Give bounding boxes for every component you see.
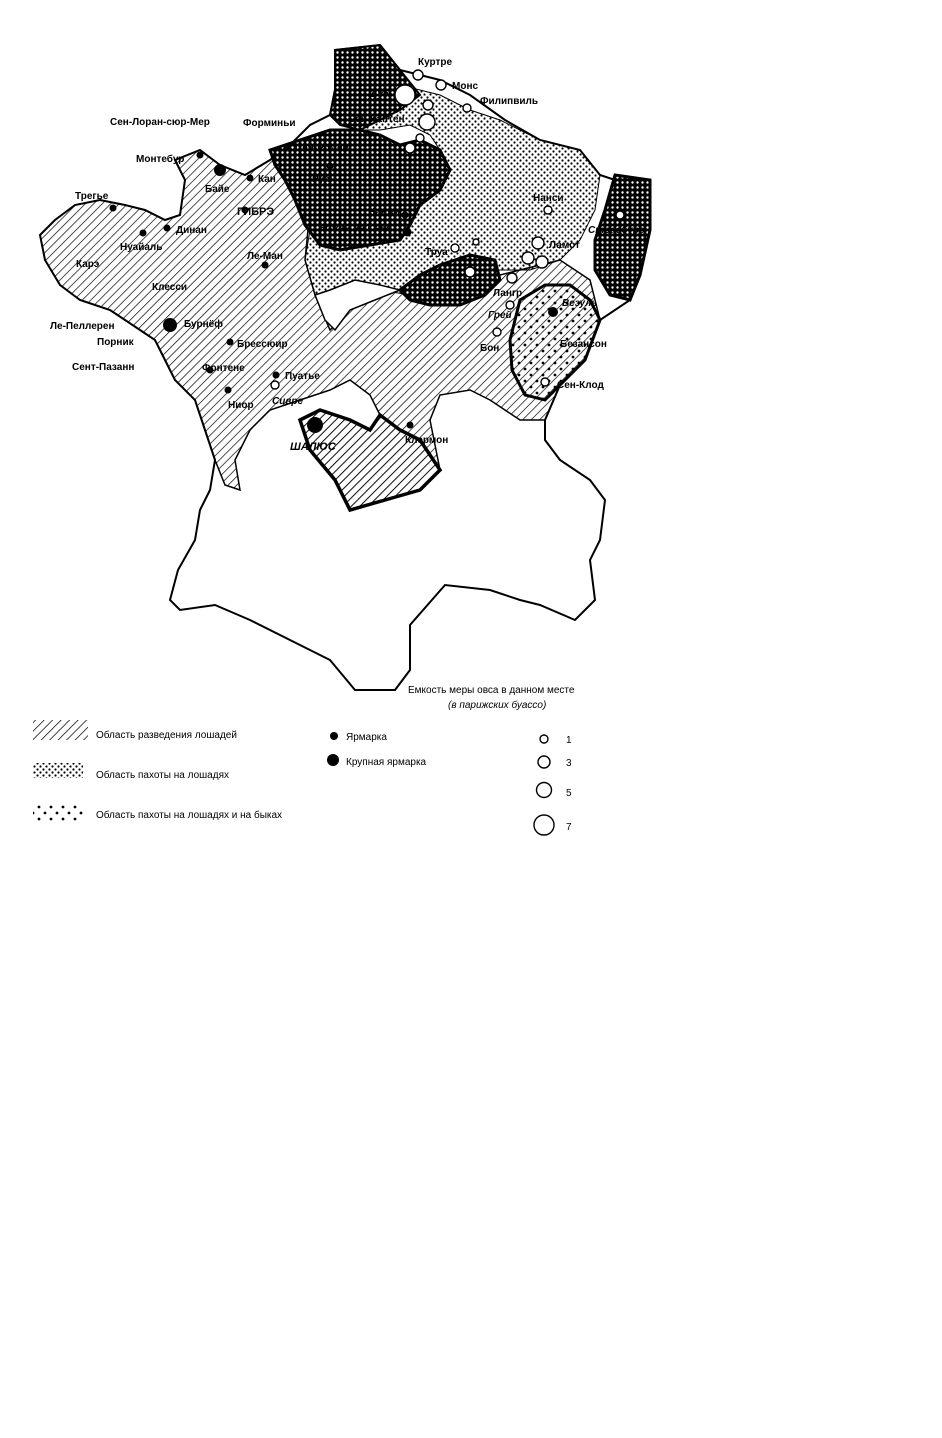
legend-capacity-7-label: 7 [566, 822, 572, 833]
capacity-marker [271, 381, 279, 389]
capacity-marker [436, 80, 446, 90]
fair-marker [262, 262, 269, 269]
city-label: Нуайаль [120, 242, 163, 253]
city-label: Везуль [562, 298, 598, 309]
capacity-marker [532, 237, 544, 249]
city-label: Труа [425, 247, 448, 258]
city-label: Куртре [418, 57, 453, 68]
capacity-marker [463, 104, 471, 112]
city-label: Бон [480, 343, 500, 354]
city-label: Клермон [405, 435, 449, 446]
capacity-marker [493, 328, 501, 336]
fair-marker [273, 372, 280, 379]
city-label: Трегье [75, 191, 109, 202]
large-fair-marker [307, 417, 323, 433]
legend [33, 685, 575, 835]
legend-large-fair-label: Крупная ярмарка [346, 757, 427, 768]
city-label: Лангр [493, 288, 523, 299]
city-label: Сен-Кантен [348, 114, 405, 125]
city-label: Пуатье [285, 371, 320, 382]
legend-dense-label: Область пахоты на лошадях [96, 770, 229, 781]
legend-capacity-3 [538, 756, 550, 768]
city-label: Динан [176, 225, 207, 236]
city-label: Страсбург [588, 225, 645, 236]
legend-hatch-label: Область разведения лошадей [96, 730, 237, 741]
legend-large-fair-marker [327, 754, 339, 766]
large-fair-marker [163, 318, 177, 332]
fair-marker [247, 175, 254, 182]
city-label: Фонтене [202, 363, 245, 374]
city-label: Карэ [76, 259, 100, 270]
fair-marker [225, 387, 232, 394]
city-label: ГИБРЭ [237, 206, 275, 218]
capacity-marker [395, 85, 415, 105]
city-label: Порник [97, 337, 134, 348]
legend-sparse-label: Область пахоты на лошадях и на быках [96, 810, 283, 821]
capacity-marker [507, 273, 517, 283]
city-label: Сент-Пазанн [72, 362, 135, 373]
fair-marker [407, 422, 414, 429]
capacity-marker [413, 70, 423, 80]
city-label: Филипвиль [480, 96, 539, 107]
city-label: Брессюир [237, 339, 288, 350]
city-label: Ламот [549, 240, 580, 251]
fair-marker [140, 230, 147, 237]
legend-fair-label: Ярмарка [346, 732, 387, 743]
city-label: Байе [205, 184, 230, 195]
city-label: Клесси [152, 282, 188, 293]
city-label: Дуэ [370, 89, 389, 100]
capacity-marker [473, 239, 479, 245]
fair-marker [327, 163, 334, 170]
city-label: Бурнёф [184, 319, 223, 330]
capacity-marker [544, 206, 552, 214]
capacity-marker [419, 114, 435, 130]
city-label: Ле-Пеллерен [50, 321, 115, 332]
legend-capacity-1 [540, 735, 548, 743]
capacity-marker [506, 301, 514, 309]
city-label: Сен-Ромен [295, 143, 349, 154]
capacity-title: Емкость меры овса в данном месте [408, 685, 575, 696]
fair-marker [197, 152, 204, 159]
legend-fair-marker [330, 732, 338, 740]
city-label: Форминьи [243, 118, 296, 129]
fair-marker [403, 228, 412, 237]
legend-dense-swatch [33, 763, 83, 778]
capacity-marker [616, 211, 624, 219]
fair-marker [227, 339, 234, 346]
city-label: Руан [312, 174, 336, 185]
legend-capacity-5 [537, 783, 552, 798]
fair-marker [110, 205, 117, 212]
city-label: Сивре [272, 396, 304, 407]
city-label: Ножан на Сене [318, 223, 392, 234]
large-fair-marker [214, 164, 226, 176]
legend-capacity-7 [534, 815, 554, 835]
city-label: Безансон [560, 339, 607, 350]
city-label: ШАЛЮС [290, 441, 336, 453]
city-label: Монс [452, 81, 479, 92]
legend-capacity-1-label: 1 [566, 735, 572, 746]
large-fair-marker [548, 307, 558, 317]
capacity-marker [541, 378, 549, 386]
city-label: Нанси [533, 193, 564, 204]
capacity-subtitle: (в парижских буассо) [448, 700, 547, 711]
capacity-marker [416, 134, 424, 142]
fair-marker [402, 212, 409, 219]
city-label: Сен-Клод [557, 380, 604, 391]
legend-hatch-swatch [33, 720, 88, 740]
fair-marker [164, 225, 171, 232]
legend-capacity-3-label: 3 [566, 758, 572, 769]
city-label: Грей [488, 310, 512, 321]
capacity-marker [465, 267, 475, 277]
city-label: Кан [258, 174, 276, 185]
legend-capacity-5-label: 5 [566, 788, 572, 799]
capacity-marker [405, 143, 415, 153]
city-label: Ле-Ман [247, 251, 283, 262]
fair-marker [284, 145, 291, 152]
legend-sparse-swatch [33, 803, 83, 823]
city-label: Монтебур [136, 154, 185, 165]
city-label: Нанжи [368, 207, 401, 218]
capacity-marker [522, 252, 534, 264]
capacity-marker [536, 256, 548, 268]
city-label: Сен-Лоран-сюр-Мер [110, 117, 210, 128]
city-label: Ниор [228, 400, 254, 411]
capacity-marker [451, 244, 459, 252]
capacity-marker [423, 100, 433, 110]
